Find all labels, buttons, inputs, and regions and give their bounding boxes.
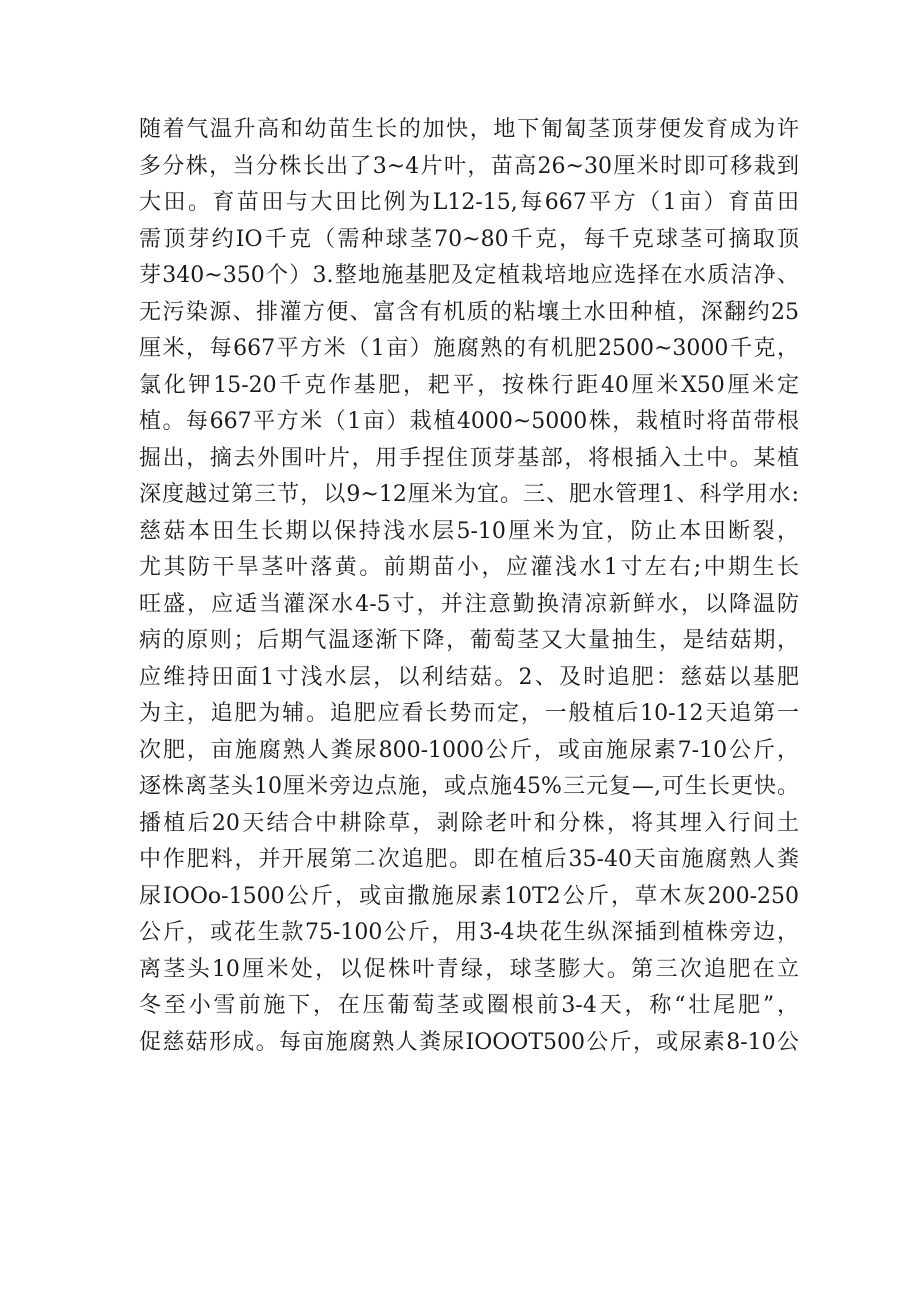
text-line: 尿IOOo-1500公斤，或亩撒施尿素10T2公斤，草木灰200-250 [139, 883, 799, 909]
body-text [139, 112, 799, 1061]
text-line: 冬至小雪前施下，在压葡萄茎或圈根前3-4天，称“壮尾肥”， [139, 993, 799, 1018]
text-line: 芽340~350个）3.整地施基肥及定植栽培地应选择在水质洁净、 [139, 263, 799, 288]
text-line: 为主，追肥为辅。追肥应看长势而定，一般植后10-12天追第一 [139, 701, 799, 726]
text-line: 离茎头10厘米处，以促株叶青绿，球茎膨大。第三次追肥在立 [139, 956, 799, 982]
text-line: 次肥，亩施腐熟人粪尿800-1000公斤，或亩施尿素7-10公斤， [139, 737, 799, 763]
text-line: 促慈菇形成。每亩施腐熟人粪尿IOOOT500公斤，或尿素8-10公 [139, 1029, 799, 1055]
text-line: 随着气温升高和幼苗生长的加快，地下匍匐茎顶芽便发育成为许 [139, 117, 799, 142]
text-line: 应维持田面1寸浅水层，以利结菇。2、及时追肥：慈菇以基肥 [139, 664, 799, 690]
text-line: 旺盛，应适当灌深水4-5寸，并注意勤换清凉新鲜水，以降温防 [139, 591, 799, 617]
text-line: 病的原则；后期气温逐渐下降，葡萄茎又大量抽生，是结菇期， [139, 628, 799, 653]
text-line: 播植后20天结合中耕除草，剥除老叶和分株，将其埋入行间土 [139, 810, 799, 836]
text-line: 大田。育苗田与大田比例为L12-15,每667平方（1亩）育苗田 [139, 190, 799, 215]
text-line: 尤其防干旱茎叶落黄。前期苗小，应灌浅水1寸左右;中期生长 [139, 555, 799, 580]
text-line: 深度越过第三节，以9~12厘米为宜。三、肥水管理1、科学用水: [139, 482, 799, 507]
text-line: 多分株，当分株长出了3~4片叶，苗高26~30厘米时即可移栽到 [139, 153, 799, 179]
text-line: 慈菇本田生长期以保持浅水层5-10厘米为宜，防止本田断裂， [139, 518, 799, 544]
text-line: 无污染源、排灌方便、富含有机质的粘壤土水田种植，深翻约25 [139, 299, 799, 325]
text-line: 公斤，或花生款75-100公斤，用3-4块花生纵深插到植株旁边， [139, 920, 799, 945]
text-line: 厘米，每667平方米（1亩）施腐熟的有机肥2500~3000千克， [139, 336, 799, 361]
text-line: 中作肥料，并开展第二次追肥。即在植后35-40天亩施腐熟人粪 [139, 847, 799, 872]
text-line: 需顶芽约IO千克（需种球茎70~80千克，每千克球茎可摘取顶 [139, 226, 799, 252]
text-line: 逐株离茎头10厘米旁边点施，或点施45%三元复—,可生长更快。 [139, 774, 799, 799]
text-line: 氯化钾15-20千克作基肥，耙平，按株行距40厘米X50厘米定 [139, 372, 799, 398]
text-line: 植。每667平方米（1亩）栽植4000~5000株，栽植时将苗带根 [139, 409, 799, 434]
text-line: 掘出，摘去外围叶片，用手捏住顶芽基部，将根插入土中。某植 [139, 445, 799, 471]
